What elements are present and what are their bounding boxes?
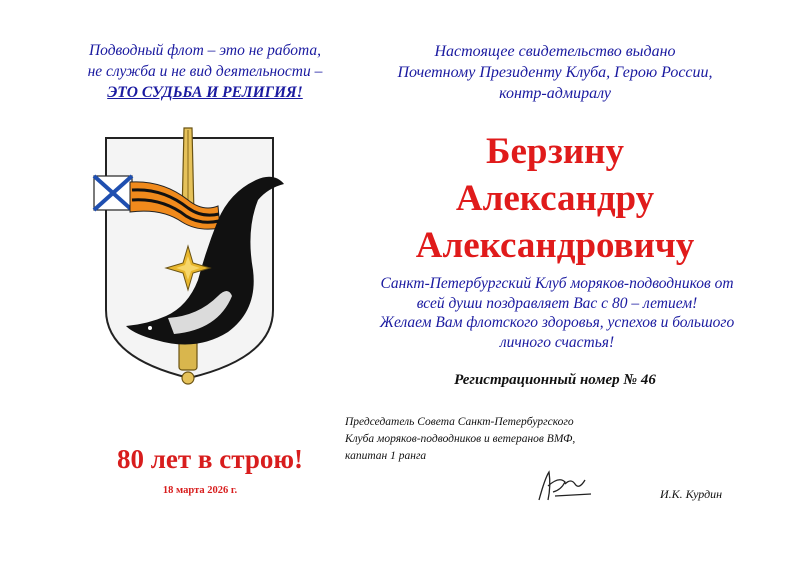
motto bbox=[40, 40, 370, 103]
issued-line: Почетному Президенту Клуба, Герою России, bbox=[397, 64, 713, 81]
motto-emphasis: ЭТО СУДЬБА И РЕЛИГИЯ! bbox=[107, 84, 303, 101]
greeting-line: Санкт-Петербургский Клуб моряков-подводников от bbox=[380, 275, 734, 292]
signatory-line: Председатель Совета Санкт-Петербургского bbox=[345, 416, 574, 428]
motto-line: не служба и не вид деятельности – bbox=[87, 63, 323, 80]
greeting-text bbox=[352, 274, 762, 352]
greeting-line: личного счастья! bbox=[499, 333, 615, 351]
recipient-first-name: Александру bbox=[455, 178, 655, 219]
issue-date: 18 марта 2026 г. bbox=[162, 485, 238, 496]
recipient-patronymic: Александровичу bbox=[415, 225, 695, 266]
recipient-surname: Берзину bbox=[486, 131, 624, 172]
motto-line: Подводный флот – это не работа, bbox=[88, 42, 322, 59]
signature-icon bbox=[535, 466, 595, 506]
issued-line: Настоящее свидетельство выдано bbox=[434, 43, 676, 60]
signatory-line: капитан 1 ранга bbox=[345, 450, 427, 462]
signer-name: И.К. Курдин bbox=[660, 487, 723, 501]
greeting-line: всей души поздравляет Вас с 80 – летием! bbox=[416, 294, 698, 312]
registration-number: Регистрационный номер № 46 bbox=[454, 372, 656, 388]
recipient-name bbox=[370, 128, 740, 269]
issued-text bbox=[370, 41, 740, 104]
signatory-title bbox=[345, 414, 665, 465]
issued-line: контр-адмиралу bbox=[499, 85, 611, 102]
submariners-club-emblem-icon bbox=[78, 120, 298, 390]
anniversary-title: 80 лет в строю! bbox=[117, 444, 303, 474]
greeting-line: Желаем Вам флотского здоровья, успехов и большого bbox=[379, 314, 735, 331]
signatory-line: Клуба моряков-подводников и ветеранов ВМФ, bbox=[345, 433, 576, 445]
